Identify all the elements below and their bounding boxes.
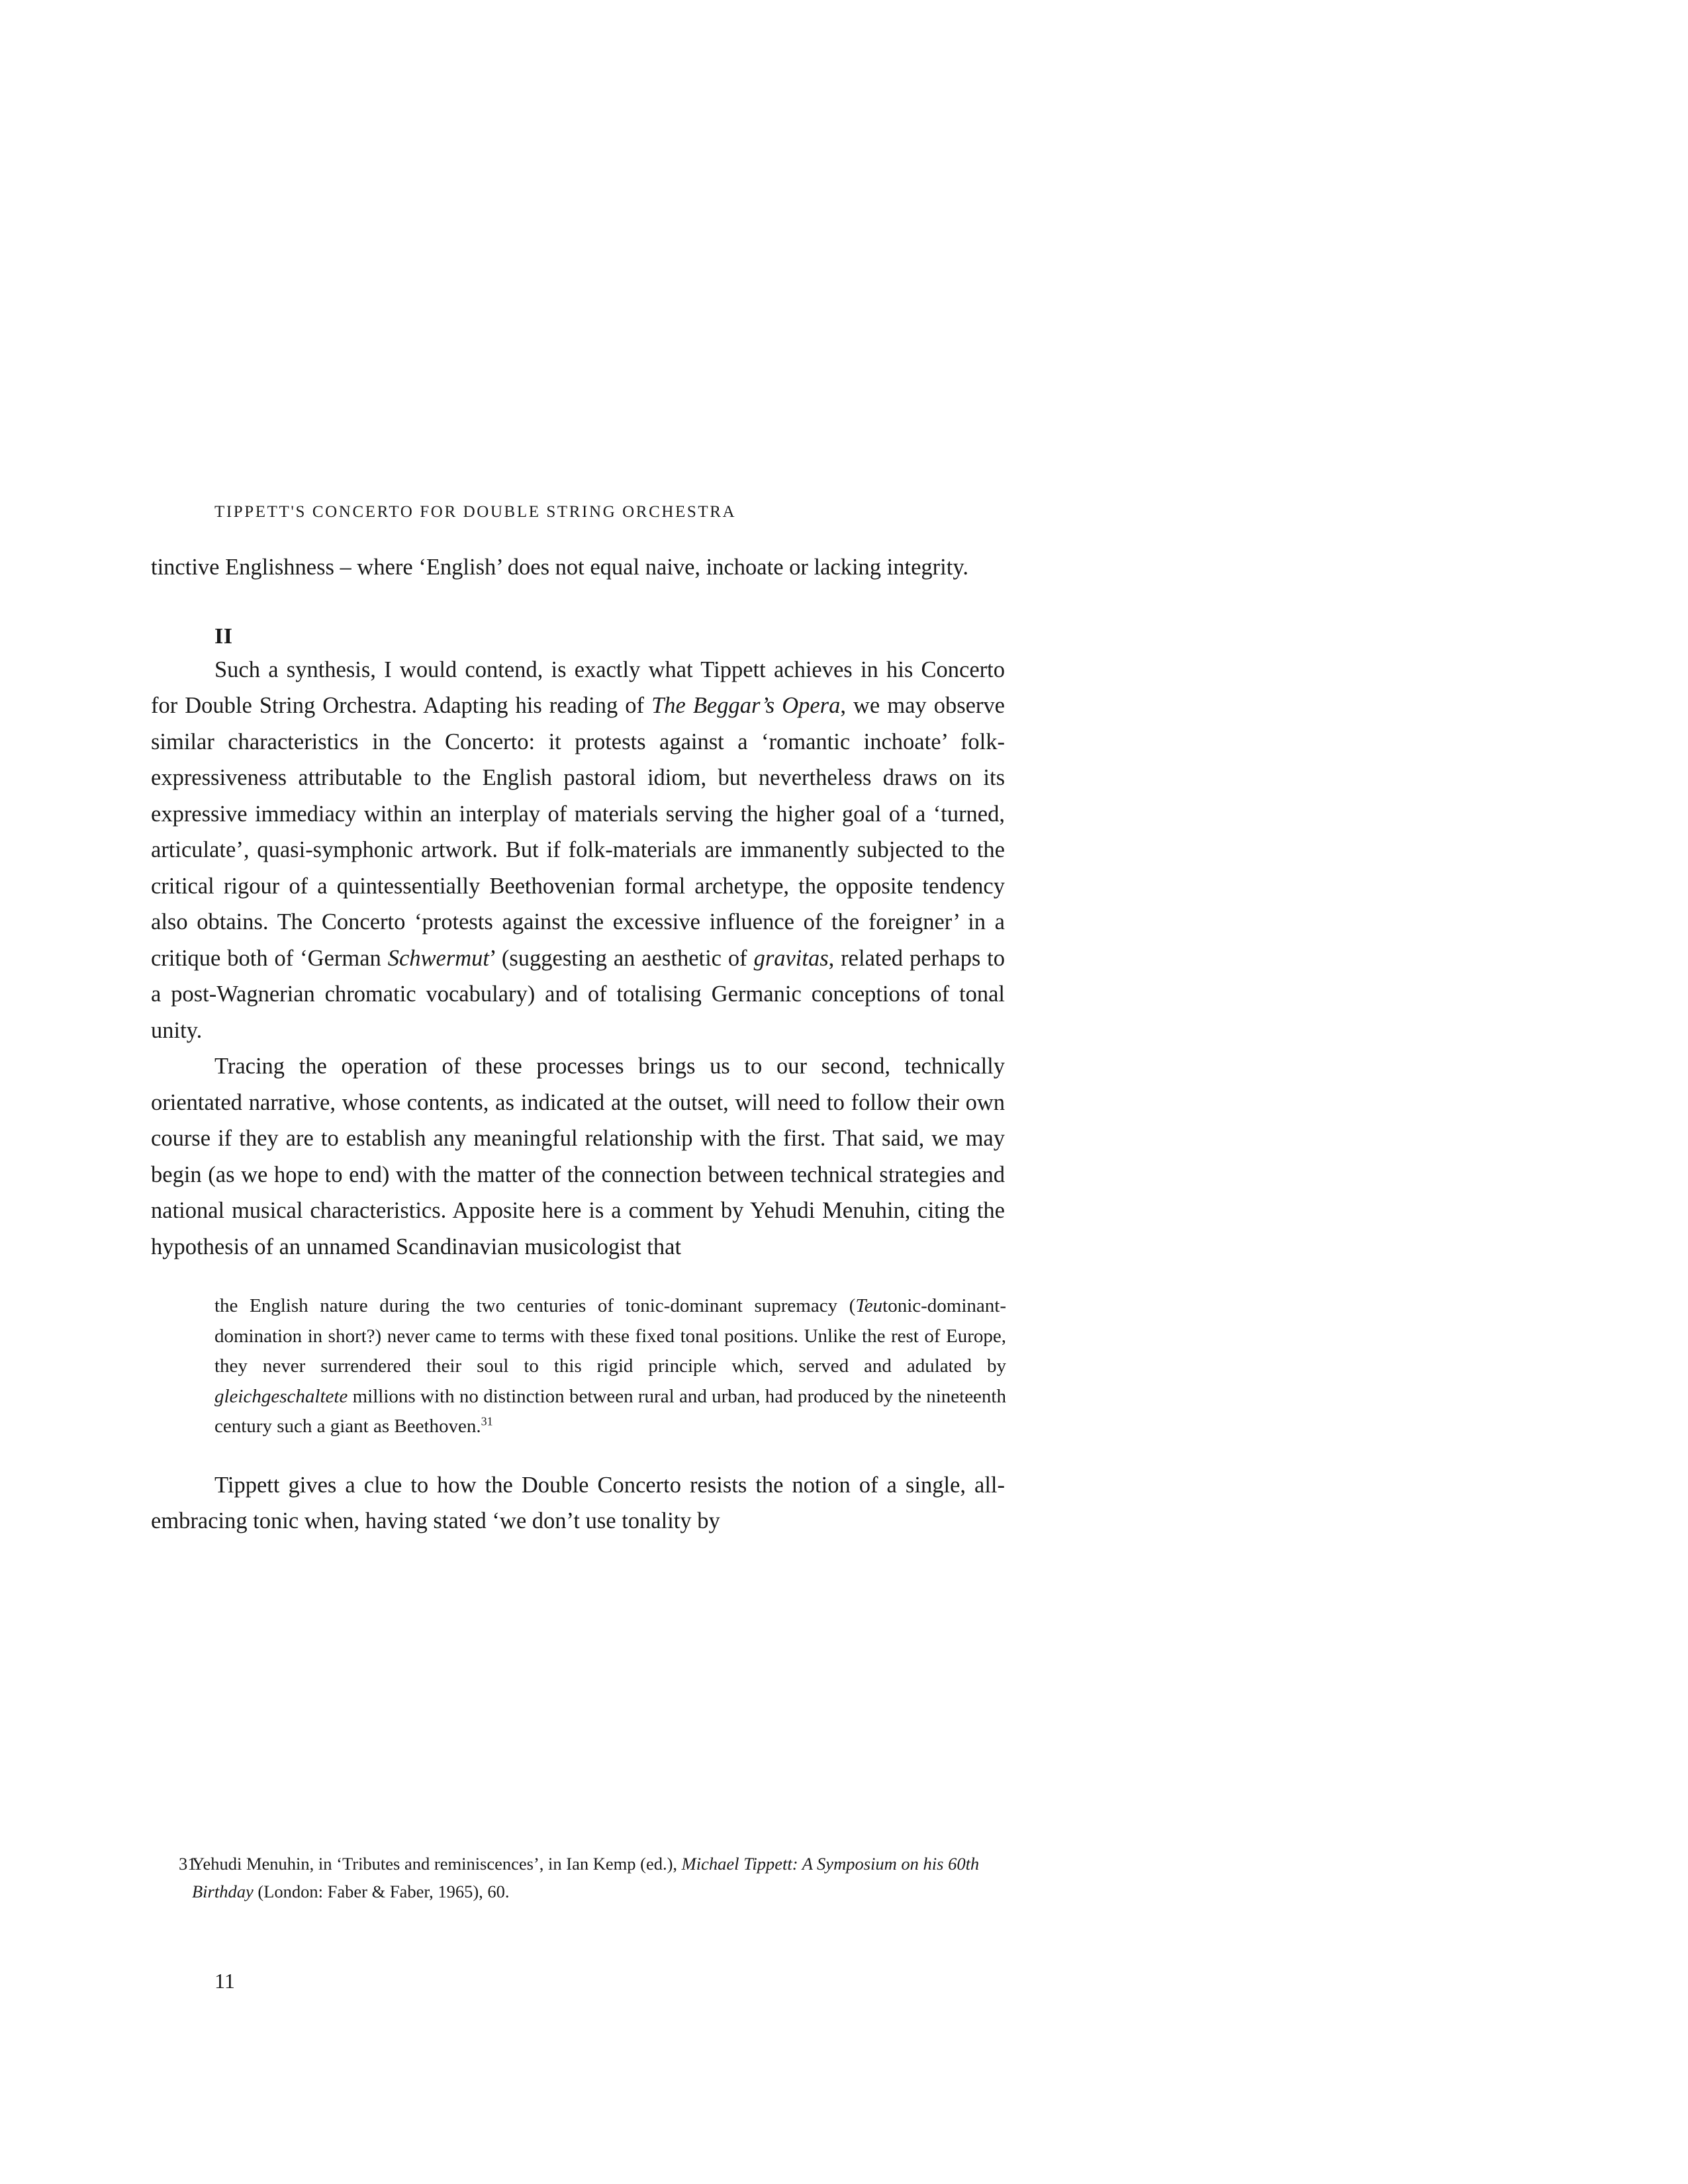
paragraph-continued-text: tinctive Englishness – where ‘English’ does not equal naive, inchoate or lacking integrity. bbox=[151, 555, 968, 580]
paragraph-1-seg2: , we may observe similar characteristics in the Concerto: it protests against a ‘romantic inchoate’ folk-expressiveness attributable to the English pastoral idiom, but nevertheless draws on its expressive immediacy within an interplay of materials serving the higher goal of a ‘turned, articulate’, quasi-symphonic artwork. But if folk-materials are immanently subjected to the critical rigour of a quintessentially Beethovenian formal archetype, the opposite tendency also obtains. The Concerto ‘protests against the excessive influence of the foreigner’ in a critique both of ‘German bbox=[151, 693, 1005, 971]
paragraph-1-seg1: Such a synthesis, I would contend, is exactly what Tippett achieves in his Concerto for Double String Orchestra. Adapting his reading of bbox=[151, 657, 1005, 718]
quote-italic-gleichgeschaltete: gleichgeschaltete bbox=[214, 1385, 348, 1407]
footnote-number: 31 bbox=[179, 1854, 197, 1874]
paragraph-1 bbox=[151, 652, 1005, 1049]
block-quotation-text bbox=[214, 1291, 1006, 1442]
quote-italic-teu: Teu bbox=[855, 1295, 883, 1316]
paragraph-1-seg3: ’ (suggesting an aesthetic of bbox=[489, 945, 754, 971]
paragraph-2-text: Tracing the operation of these processes brings us to our second, technically orientated narrative, whose contents, as indicated at the outset, will need to follow their own course if they are to establish any meaningful relationship with the first. That said, we may begin (as we hope to end) with the matter of the connection between technical strategies and national musical characteristics. Apposite here is a comment by Yehudi Menuhin, citing the hypothesis of an unnamed Scandinavian musicologist that bbox=[151, 1054, 1005, 1259]
page-body bbox=[151, 503, 1005, 1539]
paragraph-1-italic-beggars-opera: The Beggar’s Opera bbox=[651, 693, 841, 718]
footnote-seg2: (London: Faber & Faber, 1965), 60. bbox=[253, 1882, 510, 1901]
footnote-seg1: Yehudi Menuhin, in ‘Tributes and reminiscences’, in Ian Kemp (ed.), bbox=[192, 1854, 682, 1874]
block-quotation bbox=[214, 1291, 1006, 1442]
paragraph-continued bbox=[151, 549, 1005, 586]
footnote-italic-title: Michael Tippett: A Symposium on his 60th Birthday bbox=[192, 1854, 980, 1901]
paragraph-1-italic-schwermut: Schwermut bbox=[387, 945, 490, 971]
paragraph-2 bbox=[151, 1048, 1005, 1265]
footnote-item bbox=[151, 1850, 1005, 1905]
running-head: TIPPETT'S CONCERTO FOR DOUBLE STRING ORCHESTRA bbox=[214, 503, 737, 521]
paragraph-1-seg4: , related perhaps to a post-Wagnerian chromatic vocabulary) and of totalising Germanic conceptions of tonal unity. bbox=[151, 945, 1005, 1043]
footnote-reference-31[interactable]: 31 bbox=[481, 1414, 493, 1428]
quote-seg3: millions with no distinction between rural and urban, had produced by the nineteenth century such a giant as Beethoven. bbox=[214, 1385, 1006, 1437]
paragraph-3 bbox=[151, 1467, 1005, 1539]
footnote-text bbox=[192, 1850, 1005, 1905]
page-number: 11 bbox=[214, 1969, 235, 1993]
quote-seg1: the English nature during the two centuries of tonic-dominant supremacy ( bbox=[214, 1295, 856, 1316]
paragraph-1-italic-gravitas: gravitas bbox=[753, 945, 829, 971]
section-number: II bbox=[214, 623, 233, 649]
quote-seg2: tonic-dominant-domination in short?) never came to terms with these fixed tonal positions. Unlike the rest of Europe, they never surrendered their soul to this rigid principle which, served and adulated by bbox=[214, 1295, 1006, 1377]
footnotes-area bbox=[151, 1850, 1005, 1905]
paragraph-3-text: Tippett gives a clue to how the Double Concerto resists the notion of a single, all-embracing tonic when, having stated ‘we don’t use tonality by bbox=[151, 1472, 1005, 1533]
